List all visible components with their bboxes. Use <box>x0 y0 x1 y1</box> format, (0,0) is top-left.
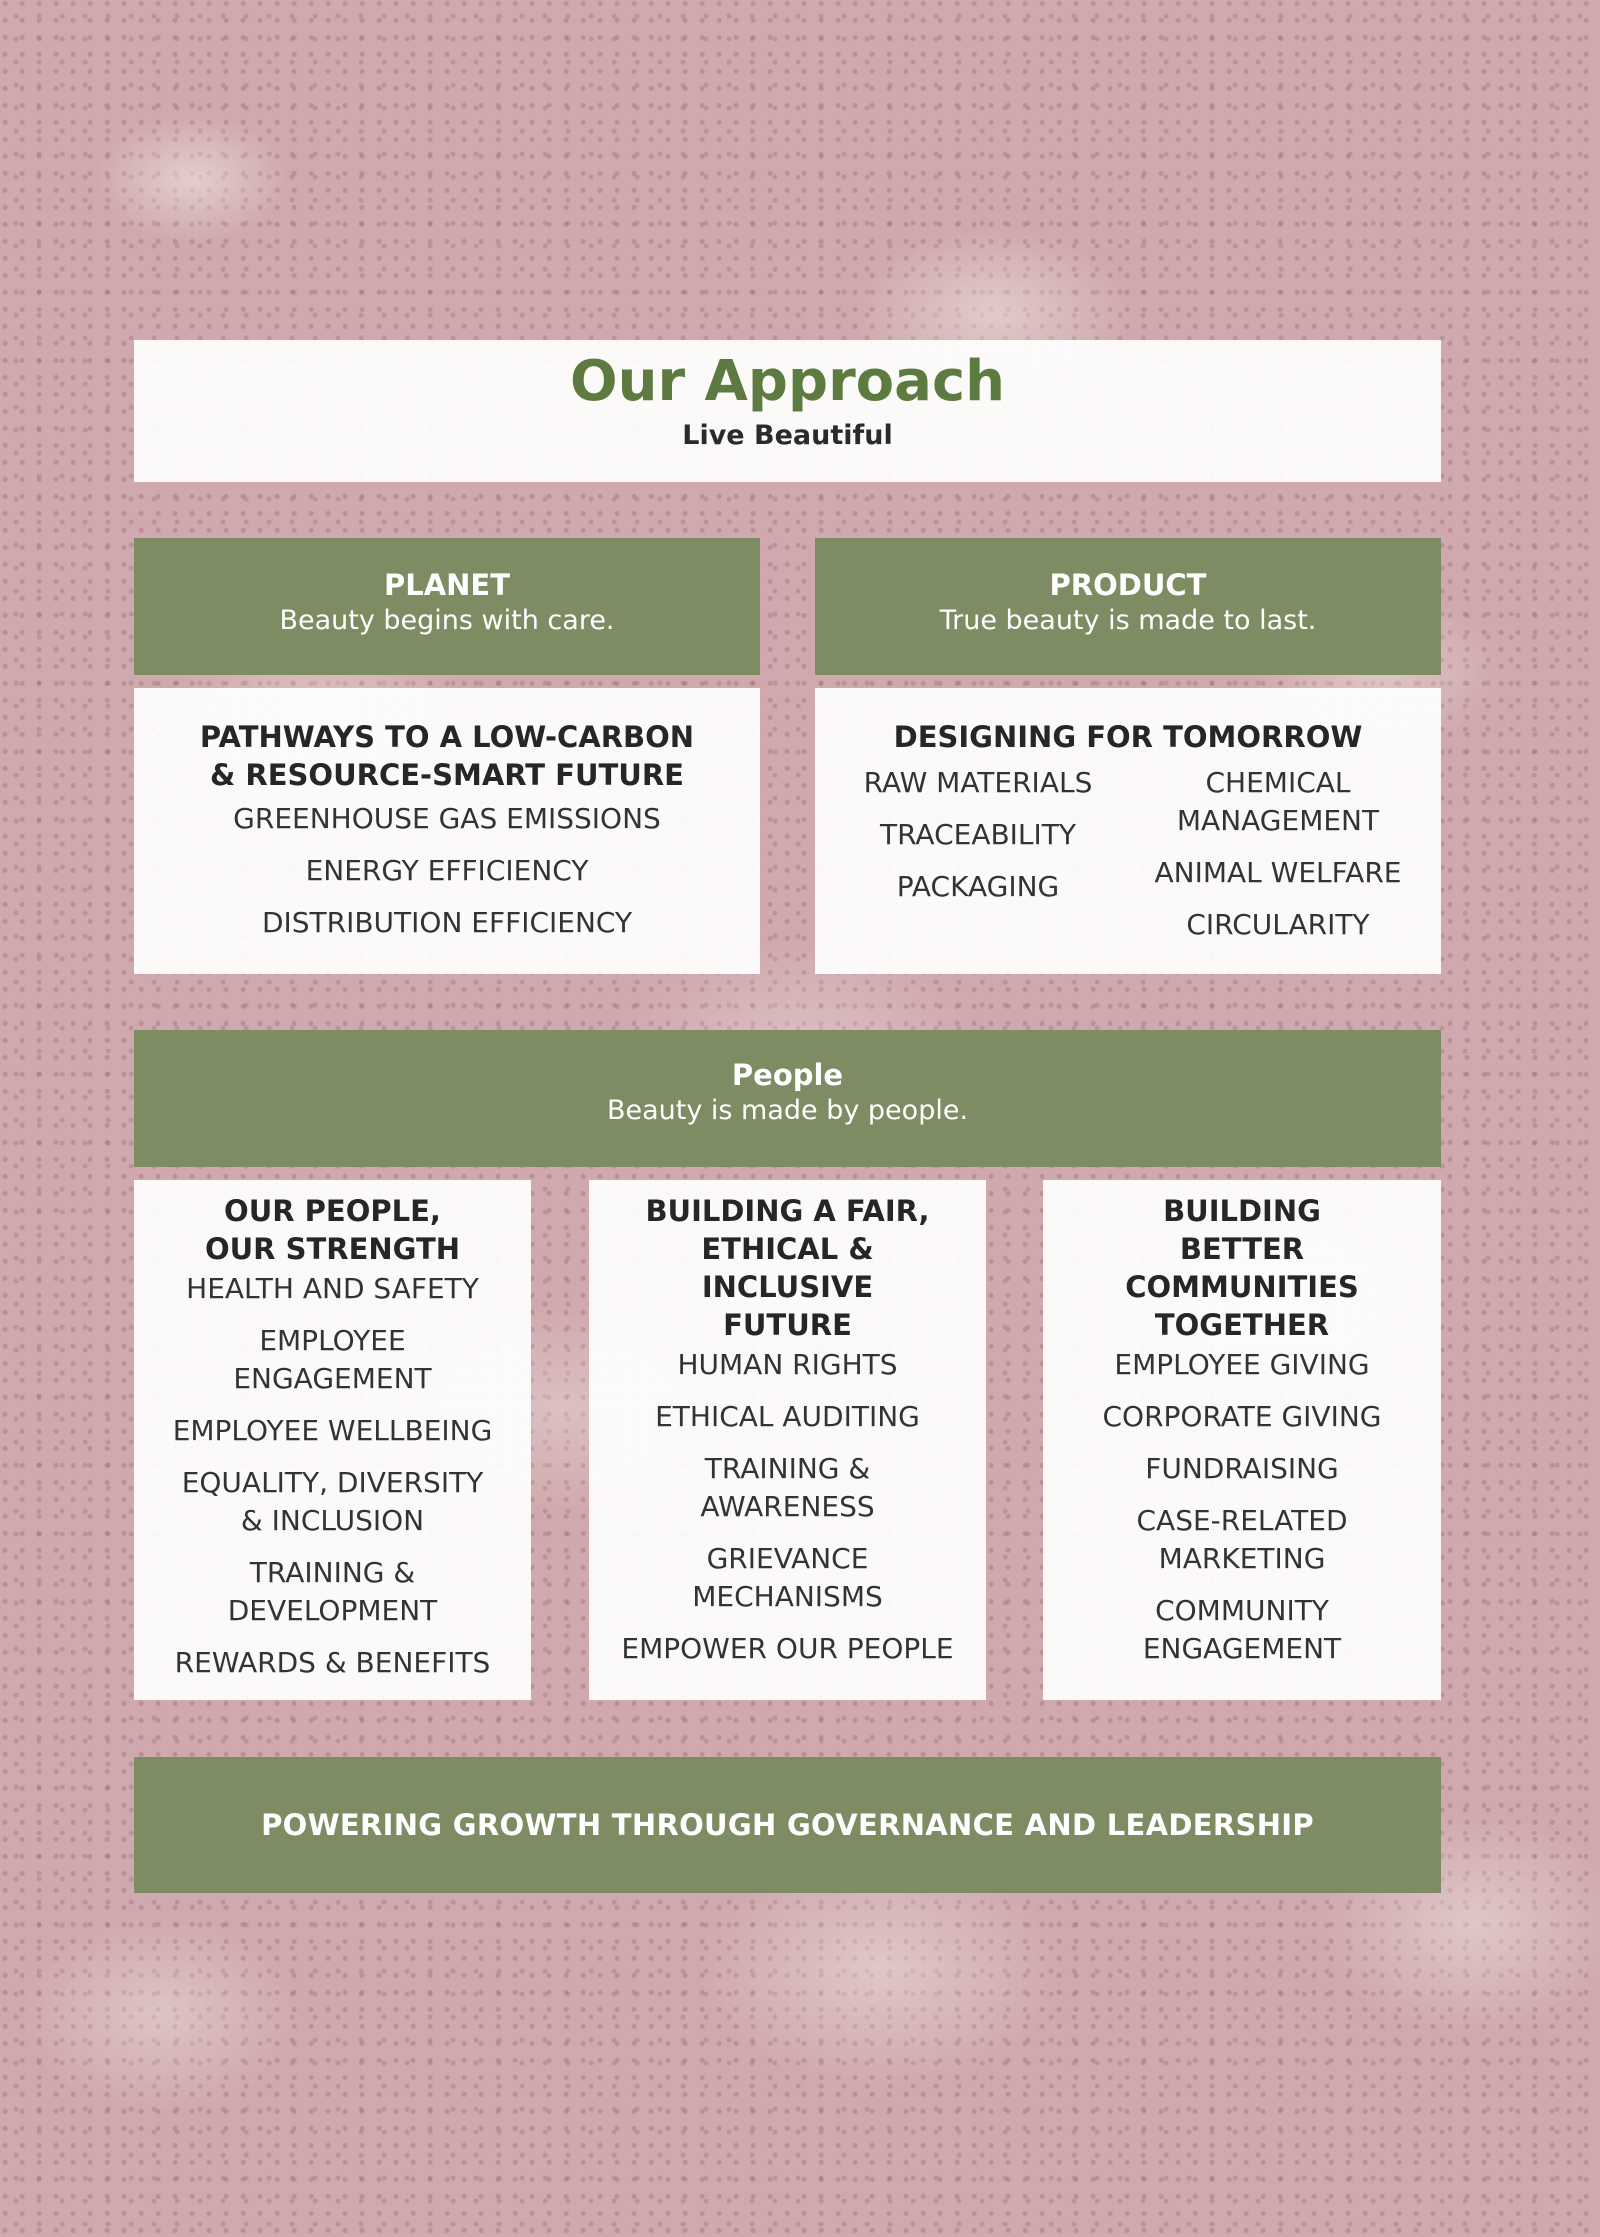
list-item: TRAINING & AWARENESS <box>700 1452 875 1523</box>
list-item: ANIMAL WELFARE <box>1154 856 1402 889</box>
column-title: BUILDING BETTER COMMUNITIES TOGETHER <box>1125 1194 1359 1342</box>
people-list-3 <box>1053 1346 1431 1668</box>
governance-banner <box>134 1757 1441 1893</box>
header-box <box>134 340 1441 482</box>
list-item: FUNDRAISING <box>1145 1452 1339 1485</box>
list-item: CHEMICAL MANAGEMENT <box>1176 766 1380 837</box>
list-item: REWARDS & BENEFITS <box>174 1646 491 1679</box>
page-subtitle: Live Beautiful <box>682 420 893 451</box>
people-column-1 <box>134 1180 531 1700</box>
people-column-2 <box>589 1180 986 1700</box>
people-column-3 <box>1043 1180 1441 1700</box>
planet-section-title-line2: & RESOURCE-SMART FUTURE <box>210 758 684 792</box>
list-item: HUMAN RIGHTS <box>677 1348 898 1381</box>
list-item: ENERGY EFFICIENCY <box>305 854 589 887</box>
list-item: DISTRIBUTION EFFICIENCY <box>261 906 633 939</box>
list-item: COMMUNITY ENGAGEMENT <box>1142 1594 1342 1665</box>
list-item: CORPORATE GIVING <box>1102 1400 1382 1433</box>
product-heading: PRODUCT <box>1049 568 1207 602</box>
list-item: TRAINING & DEVELOPMENT <box>227 1556 438 1627</box>
list-item: TRACEABILITY <box>879 818 1076 851</box>
list-item: GRIEVANCE MECHANISMS <box>692 1542 883 1613</box>
list-item: GREENHOUSE GAS EMISSIONS <box>233 802 661 835</box>
list-item: EMPLOYEE ENGAGEMENT <box>233 1324 432 1395</box>
page-title: Our Approach <box>569 349 1006 414</box>
list-item: CASE-RELATED MARKETING <box>1136 1504 1348 1575</box>
planet-tagline: Beauty begins with care. <box>279 605 615 636</box>
people-list-2 <box>599 1346 976 1668</box>
planet-header <box>134 538 760 675</box>
product-left-list <box>828 764 1128 958</box>
column-title: BUILDING A FAIR, ETHICAL & INCLUSIVE FUTURE <box>645 1194 930 1342</box>
product-tagline: True beauty is made to last. <box>939 605 1317 636</box>
list-item: HEALTH AND SAFETY <box>186 1272 479 1305</box>
product-right-list <box>1128 764 1428 958</box>
governance-text: POWERING GROWTH THROUGH GOVERNANCE AND LEADERSHIP <box>261 1808 1314 1842</box>
product-body <box>815 688 1441 974</box>
list-item: EMPLOYEE WELLBEING <box>172 1414 493 1447</box>
planet-body <box>134 688 760 974</box>
product-columns <box>815 758 1441 958</box>
people-list-1 <box>144 1270 521 1682</box>
people-tagline: Beauty is made by people. <box>606 1095 969 1126</box>
list-item: EMPLOYEE GIVING <box>1114 1348 1370 1381</box>
list-item: EQUALITY, DIVERSITY & INCLUSION <box>181 1466 484 1537</box>
product-section-title: DESIGNING FOR TOMORROW <box>893 720 1363 754</box>
list-item: CIRCULARITY <box>1186 908 1370 941</box>
planet-list <box>134 800 760 942</box>
list-item: EMPOWER OUR PEOPLE <box>621 1632 954 1665</box>
list-item: PACKAGING <box>896 870 1060 903</box>
list-item: RAW MATERIALS <box>863 766 1093 799</box>
people-heading: People <box>731 1058 844 1092</box>
product-header <box>815 538 1441 675</box>
planet-heading: PLANET <box>383 568 511 602</box>
people-header <box>134 1030 1441 1167</box>
planet-section-title-line1: PATHWAYS TO A LOW-CARBON <box>199 720 695 754</box>
column-title: OUR PEOPLE, OUR STRENGTH <box>204 1194 461 1266</box>
list-item: ETHICAL AUDITING <box>655 1400 920 1433</box>
